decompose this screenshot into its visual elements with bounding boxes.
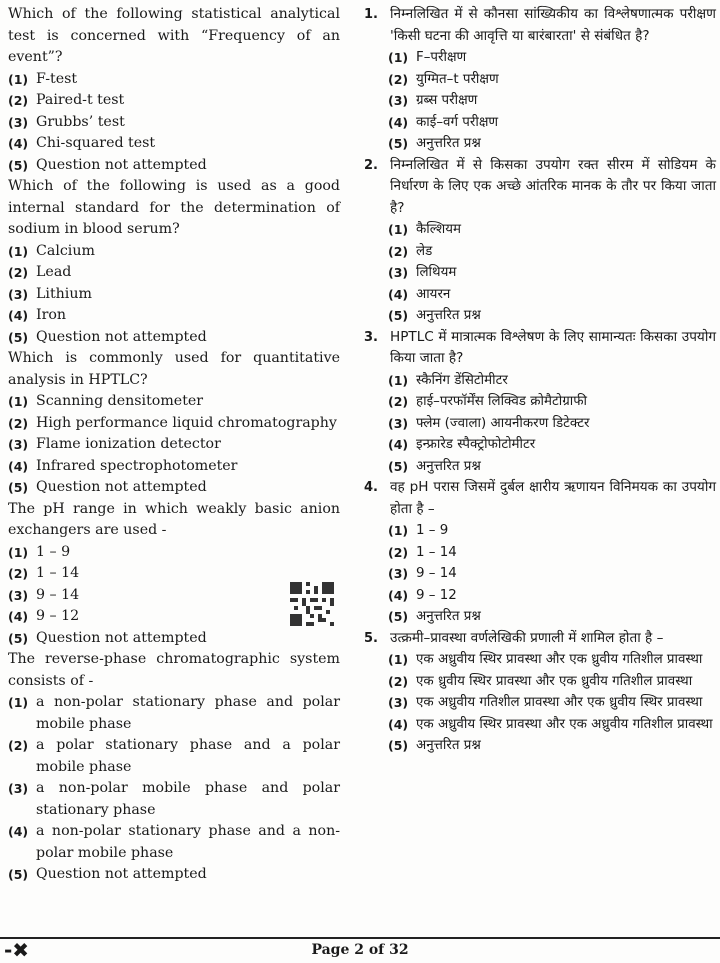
option [364,671,716,693]
option-number: (2) [388,673,409,689]
option [364,520,716,542]
option [364,90,716,112]
option-text: a polar stationary phase and a polar mobile phase [36,737,340,775]
option-text: a non-polar mobile phase and polar stationary phase [36,780,340,818]
options-list [364,649,716,757]
option [364,413,716,435]
option [8,413,340,435]
option-text: युग्मित–t परीक्षण [416,71,499,87]
option-text: 1 – 14 [416,544,457,560]
question-hi-1 [364,4,716,155]
question-en-1 [8,4,340,176]
question-text: उत्क्रमी–प्रावस्था वर्णलेखिकी प्रणाली में शामिल होता है – [390,629,664,646]
option [8,821,340,864]
option-number: (4) [8,609,29,624]
option [8,864,340,886]
option-number: (1) [388,523,409,538]
option-number: (2) [8,566,29,581]
page-number: Page 2 of 32 [311,942,409,958]
option-text: एक अध्रुवीय स्थिर प्रावस्था और एक अध्रुवीय गतिशील प्रावस्था [416,716,713,732]
option-number: (2) [388,394,409,409]
option [8,692,340,735]
option [8,305,340,327]
option-number: (2) [8,265,29,280]
option-number: (5) [388,458,409,474]
option [364,714,716,736]
footer-divider [0,937,720,939]
option-text: Question not attempted [36,629,207,646]
option-number: (1) [388,372,409,388]
question-text: निम्नलिखित में से कौनसा सांख्यिकीय का विश्लेषणात्मक परीक्षण 'किसी घटना की आवृत्ति या बारंबारता' से संबंधित है? [390,6,716,44]
option [8,327,340,349]
question-en-2 [8,176,340,348]
question-hi-4 [364,477,716,628]
option-text: 9 – 12 [36,608,80,624]
option-text: 9 – 12 [416,587,457,603]
option-text: Infrared spectrophotometer [36,457,238,474]
option-number: (1) [388,50,409,65]
option [364,606,716,628]
option [364,69,716,91]
option [8,90,340,112]
option-number: (4) [388,114,409,130]
option [364,241,716,263]
option-text: अनुत्तरित प्रश्न [416,308,481,323]
option-number: (1) [388,652,409,667]
option-number: (5) [388,609,409,624]
option-number: (1) [8,71,29,87]
option-number: (3) [388,93,409,108]
option [8,477,340,499]
option-number: (4) [8,136,29,151]
option [8,112,340,134]
option [8,241,340,263]
option-text: High performance liquid chromatography [36,414,337,431]
question-hi-2 [364,155,716,327]
question-text: Which is commonly used for quantitative analysis in HPTLC? [8,350,340,388]
question-hi-5 [364,628,716,757]
option-text: 1 – 9 [36,543,71,560]
option-text: ग्रब्स परीक्षण [416,93,478,108]
option [8,391,340,413]
option-number: (4) [388,587,409,603]
question-en-5 [8,649,340,886]
option-text: अनुत्तरित प्रश्न [416,609,481,624]
options-list [8,391,340,499]
option [8,778,340,821]
option-text: Paired-t test [36,92,125,108]
option-text: अनुत्तरित प्रश्न [416,458,481,474]
option-text: आयरन [416,286,451,302]
option-number: (4) [8,458,29,474]
option [364,391,716,413]
option-number: (4) [388,437,409,452]
option [364,649,716,671]
option-text: a non-polar stationary phase and polar mobile phase [36,694,340,732]
options-list [8,692,340,886]
option-text: Lead [36,264,72,280]
question-text: The reverse-phase chromatographic system consists of - [8,651,340,689]
question-text: निम्नलिखित में से किसका उपयोग रक्त सीरम में सोडियम के निर्धारण के लिए एक अच्छे आंतरिक मानक के तौर पर किया जाता है? [390,156,716,216]
option-number: (3) [8,114,29,130]
hindi-column [364,4,716,757]
options-list [364,370,716,478]
option-text: F–परीक्षण [416,50,467,65]
option-text: Question not attempted [36,866,207,882]
question-text: वह pH परास जिसमें दुर्बल क्षारीय ऋणायन विनिमयक का उपयोग होता है – [390,479,716,517]
option-number: (4) [388,716,409,732]
option [364,735,716,757]
option-text: Calcium [36,242,95,259]
option-text: a non-polar stationary phase and a non-polar mobile phase [36,823,340,861]
option [364,434,716,456]
option-text: काई–वर्ग परीक्षण [416,114,499,130]
option-number: (5) [388,308,409,323]
option [8,628,340,650]
option-number: (1) [8,695,29,710]
english-column [8,4,340,886]
options-list [364,520,716,628]
options-list [8,69,340,177]
option-number: (3) [388,265,409,280]
option-text: Question not attempted [36,328,207,345]
options-list [364,47,716,155]
option-number: (2) [8,738,29,753]
option [364,305,716,327]
option-number: (4) [8,308,29,323]
question-text: HPTLC में मात्रात्मक विश्लेषण के लिए सामान्यतः किसका उपयोग किया जाता है? [390,328,716,366]
option [364,542,716,564]
option-number: (1) [8,394,29,409]
option [364,692,716,714]
option-number: (5) [388,738,409,753]
option-text: अनुत्तरित प्रश्न [416,136,481,151]
option-number: (2) [8,415,29,431]
option [364,219,716,241]
option-number: (3) [8,781,29,796]
option-number: (2) [388,243,409,259]
question-number: 3. [364,329,378,345]
option-number: (4) [8,824,29,839]
option-text: एक अध्रुवीय गतिशील प्रावस्था और एक ध्रुवीय स्थिर प्रावस्था [416,695,703,710]
option-number: (1) [388,222,409,237]
option-text: 1 – 14 [36,565,80,581]
option-text: 1 – 9 [416,523,449,538]
option-number: (3) [8,437,29,452]
option-number: (3) [8,587,29,603]
question-text: The pH range in which weakly basic anion exchangers are used - [8,500,340,538]
option [8,456,340,478]
option [8,284,340,306]
qr-code-icon [290,582,334,626]
question-text: Which of the following is used as a good internal standard for the determination of sodium in blood serum? [8,178,340,237]
option [8,69,340,91]
option [8,155,340,177]
option [364,284,716,306]
option-number: (2) [388,71,409,87]
option-text: Flame ionization detector [36,436,221,452]
option [364,112,716,134]
question-hi-3 [364,327,716,478]
option-text: Lithium [36,285,92,302]
question-text: Which of the following statistical analytical test is concerned with “Frequency of an event”? [8,6,340,65]
option-text: 9 – 14 [36,586,80,603]
option-text: कैल्शियम [416,222,462,237]
option-text: Question not attempted [36,156,207,173]
option [8,542,340,564]
option-text: लेड [416,243,433,259]
option-text: Scanning densitometer [36,393,204,409]
options-list [364,219,716,327]
option [364,563,716,585]
option-number: (5) [8,867,29,882]
option-number: (3) [388,695,409,710]
option [8,133,340,155]
option-text: इन्फ्रारेड स्पैक्ट्रोफोटोमीटर [416,437,536,452]
option-number: (1) [8,544,29,560]
option [8,262,340,284]
option-text: Grubbs’ test [36,113,125,130]
option [364,585,716,607]
option-number: (3) [8,286,29,302]
option-text: हाई–परफॉर्मेंस लिक्विड क्रोमैटोग्राफी [416,394,588,409]
question-en-4 [8,499,340,650]
option-text: फ्लेम (ज्वाला) आयनीकरण डिटेक्टर [416,415,590,431]
option-number: (4) [388,286,409,302]
option [364,262,716,284]
option-text: एक ध्रुवीय स्थिर प्रावस्था और एक ध्रुवीय गतिशील प्रावस्था [416,673,693,689]
option-text: एक अध्रुवीय स्थिर प्रावस्था और एक ध्रुवीय गतिशील प्रावस्था [416,652,703,667]
option [364,370,716,392]
option-text: F-test [36,70,78,87]
option-number: (5) [8,329,29,345]
option [8,735,340,778]
options-list [8,241,340,349]
option-text: स्कैनिंग डेंसिटोमीटर [416,372,508,388]
option [364,47,716,69]
option-number: (1) [8,243,29,259]
option-number: (5) [8,480,29,495]
option-text: लिथियम [416,265,457,280]
question-number: 1. [364,7,378,22]
option [364,133,716,155]
option-number: (5) [8,157,29,173]
option-number: (2) [388,544,409,560]
option-text: Chi-squared test [36,135,156,151]
option-number: (2) [8,93,29,108]
question-en-3 [8,348,340,499]
option-text: Iron [36,307,67,323]
option-number: (3) [388,566,409,581]
question-number: 5. [364,630,378,646]
option-text: अनुत्तरित प्रश्न [416,738,481,753]
question-number: 2. [364,157,378,173]
option-number: (5) [388,136,409,151]
option-number: (3) [388,415,409,431]
option [8,434,340,456]
option [364,456,716,478]
option-text: Question not attempted [36,479,207,495]
option-number: (5) [8,630,29,646]
footer-cross-mark: -✖ [4,938,30,962]
question-number: 4. [364,480,378,495]
option-text: 9 – 14 [416,566,457,581]
